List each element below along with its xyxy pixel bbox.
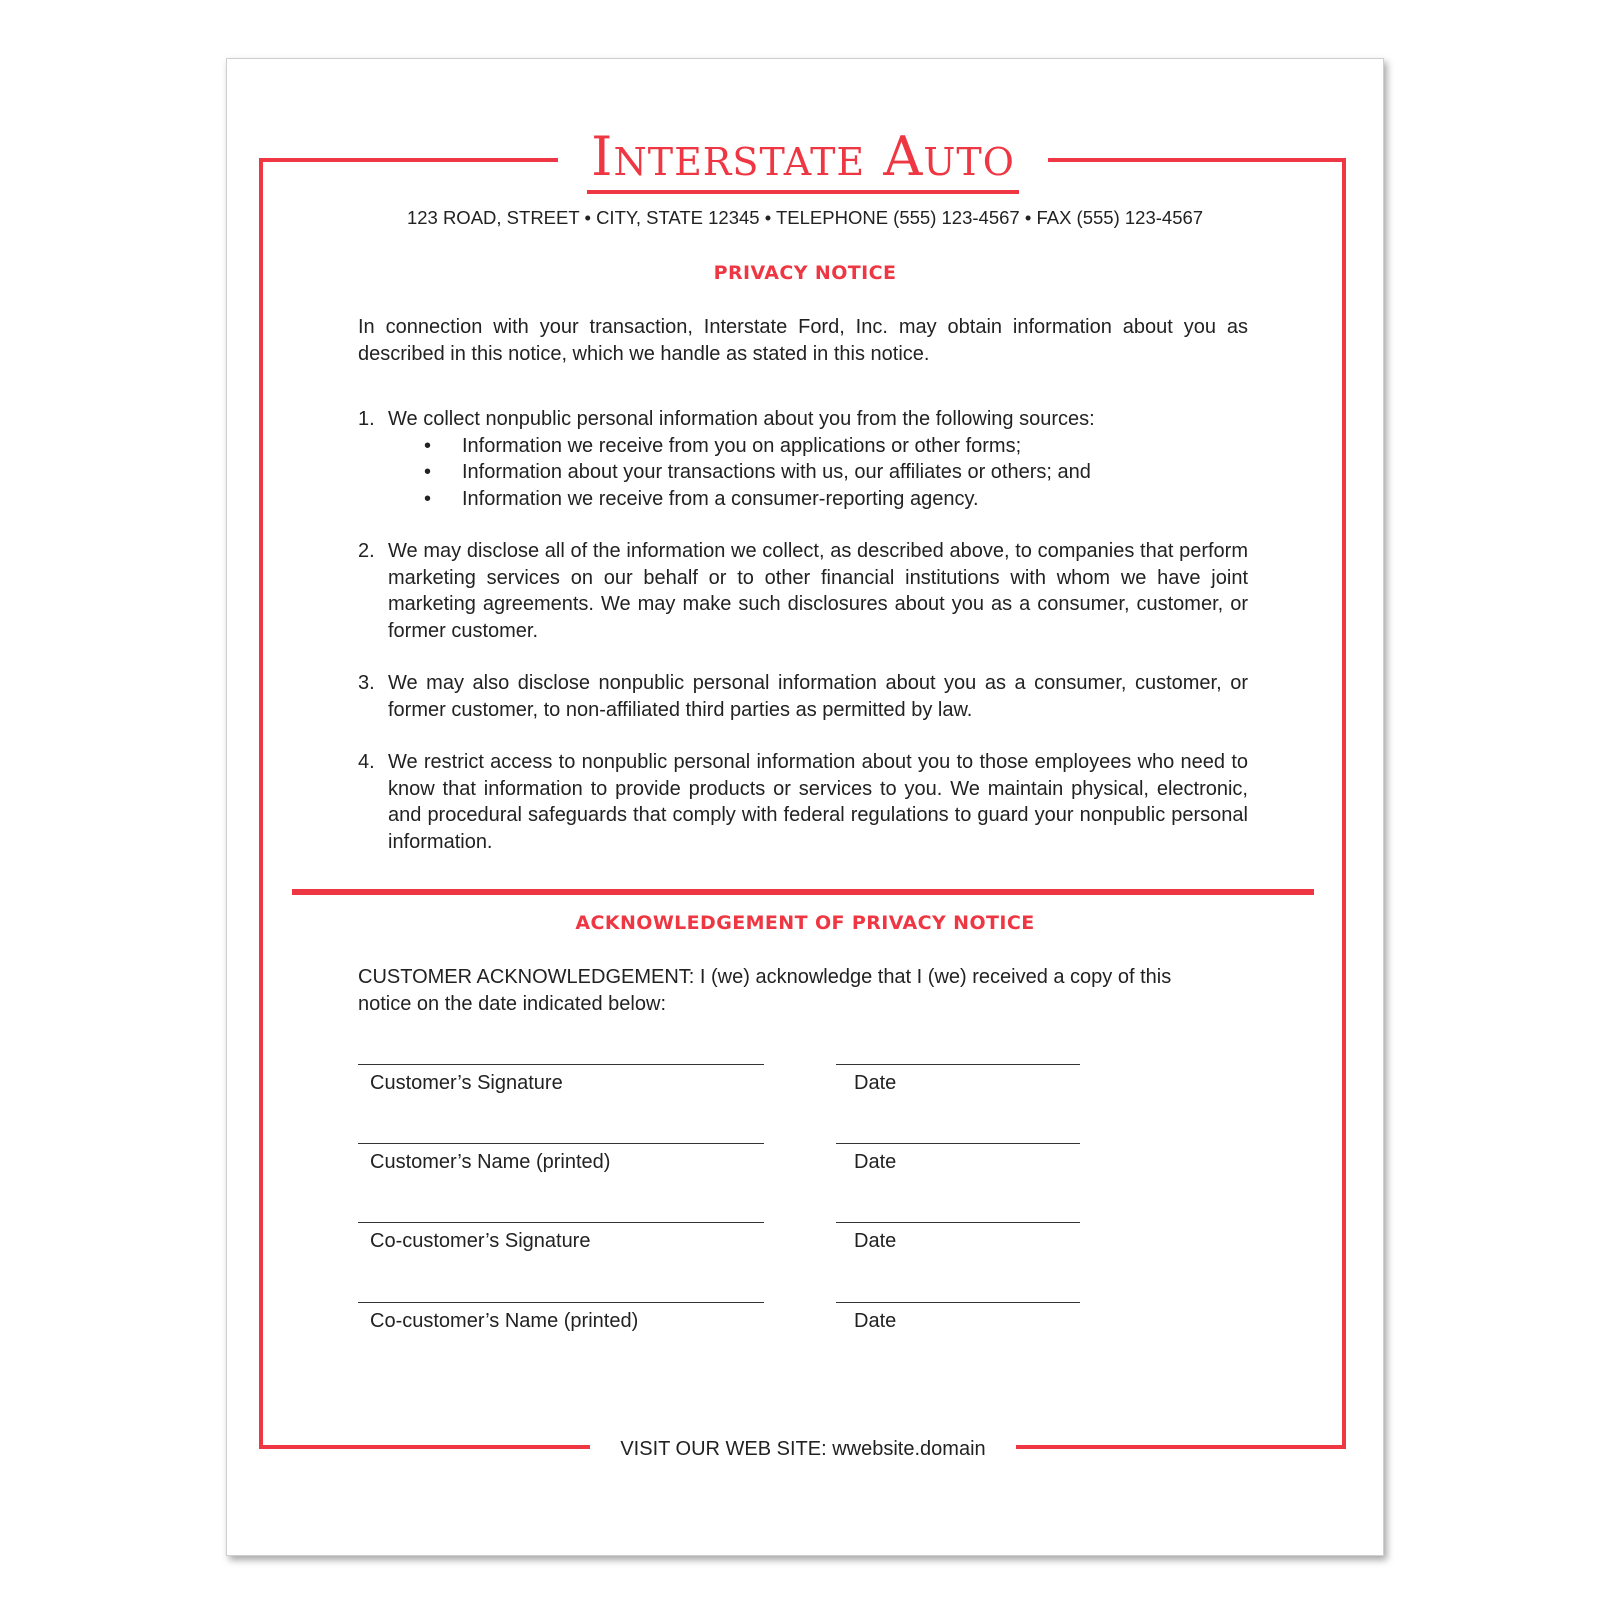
privacy-notice-heading: PRIVACY NOTICE [713, 262, 897, 284]
notice-item-number: 4. [358, 751, 375, 773]
company-title: Interstate Auto [587, 124, 1019, 194]
bullet-icon: • [424, 461, 432, 483]
customer-signature-line[interactable] [358, 1064, 764, 1065]
notice-item-1 [358, 406, 1248, 512]
date-label: Date [854, 1310, 897, 1332]
acknowledgement-heading: ACKNOWLEDGEMENT OF PRIVACY NOTICE [575, 912, 1035, 934]
notice-item-number: 3. [358, 672, 375, 694]
list-item: • Information we receive from a consumer-reporting agency. [388, 486, 1248, 513]
acknowledgement-text: CUSTOMER ACKNOWLEDGEMENT: I (we) acknowledge that I (we) received a copy of this notice on the date indicated below: [358, 966, 1172, 1015]
bullet-icon: • [424, 434, 432, 457]
customer-signature-date-line[interactable] [836, 1064, 1080, 1065]
notice-item-number: 2. [358, 540, 375, 562]
notice-item-3 [358, 670, 1248, 723]
notice-item-text: We may also disclose nonpublic personal information about you as a consumer, customer, or former customer, to non-affiliated third parties as permitted by law. [388, 672, 1248, 721]
website-footer: VISIT OUR WEB SITE: wwebsite.domain [620, 1438, 986, 1460]
co-customer-name-line[interactable] [358, 1302, 764, 1303]
notice-item-text: We restrict access to nonpublic personal information about you to those employees who need to know that information to provide products or services to you. We maintain physical, electronic, and procedural safeguards that comply with federal regulations to guard your nonpublic personal information. [388, 751, 1248, 853]
notice-item-text: We collect nonpublic personal information about you from the following sources: [388, 408, 1095, 430]
co-customer-signature-label: Co-customer’s Signature [370, 1230, 591, 1252]
date-label: Date [854, 1151, 897, 1173]
bullet-icon: • [424, 487, 432, 510]
customer-name-line[interactable] [358, 1143, 764, 1144]
co-customer-name-label: Co-customer’s Name (printed) [370, 1310, 639, 1332]
footer-wrap [590, 1432, 1016, 1466]
co-customer-signature-date-line[interactable] [836, 1222, 1080, 1223]
notice-item-2 [358, 538, 1248, 644]
list-item: • Information about your transactions with us, our affiliates or others; and [388, 459, 1248, 486]
customer-signature-label: Customer’s Signature [370, 1072, 563, 1094]
notice-item-text: We may disclose all of the information we collect, as described above, to companies that perform marketing services on our behalf or to other financial institutions with whom we have joint marketing agreements. We may make such disclosures about you as a consumer, customer, or former customer. [388, 540, 1248, 642]
notice-item-number: 1. [358, 408, 375, 430]
co-customer-signature-line[interactable] [358, 1222, 764, 1223]
date-label: Date [854, 1072, 897, 1094]
sources-list [388, 433, 1248, 513]
date-label: Date [854, 1230, 897, 1252]
list-item: • Information we receive from you on applications or other forms; [388, 433, 1248, 460]
notice-intro: In connection with your transaction, Interstate Ford, Inc. may obtain information about you as described in this notice, which we handle as stated in this notice. [358, 316, 1248, 365]
co-customer-name-date-line[interactable] [836, 1302, 1080, 1303]
customer-name-date-line[interactable] [836, 1143, 1080, 1144]
section-divider [292, 889, 1314, 895]
notice-item-4 [358, 749, 1248, 855]
customer-name-label: Customer’s Name (printed) [370, 1151, 611, 1173]
company-address: 123 ROAD, STREET • CITY, STATE 12345 • TELEPHONE (555) 123-4567 • FAX (555) 123-4567 [406, 207, 1204, 228]
header-title-wrap [558, 124, 1048, 194]
